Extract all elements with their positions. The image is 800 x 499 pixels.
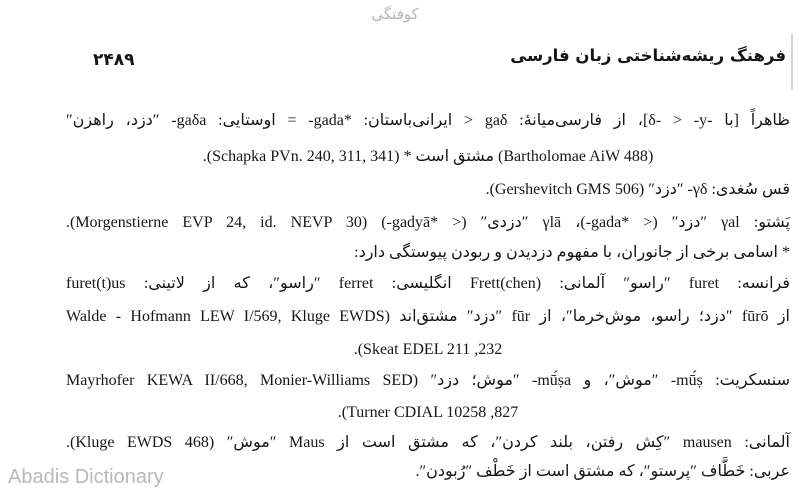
entry-line: پَشتو: γal ″دزد″ (< *gada-)، γlā ″دزدی″ (< *gadyā-) (Morgenstierne EVP 24, id. NEVP 30).	[66, 214, 791, 231]
entry-line: * اسامی برخی از جانوران، با مفهوم دزدیدن و ربودن پیوستگی دارد:	[354, 244, 790, 261]
entry-line: 232, Skeat EDEL 211).	[353, 341, 503, 358]
book-title: فرهنگ ریشه‌شناختی زبان فارسی	[510, 46, 786, 65]
entry-line: آلمانی: mausen ″کِش رفتن، بلند کردن″، که مشتق است از Maus ″موش″ (Kluge EWDS 468).	[66, 434, 791, 451]
page-number: ۲۴۸۹	[93, 50, 135, 70]
entry-line: فرانسه: furet ″راسو″ آلمانی: Frett(chen) انگلیسی: ferret ″راسو″، که از لاتینی: furet(t)us	[66, 275, 791, 292]
entry-line: ظاهراً [با -δ- > -y]، از فارسی‌میانهٔ: gaδ < ایرانی‌باستان: *gada- = اوستایی: gaδa- ″دزد، راهزن″	[66, 112, 791, 129]
entry-line: از fūrō ″دزد؛ راسو، موش‌خرما″، از fūr ″دزد″ مشتق‌اند (Walde - Hofmann LEW I/569, Kluge EWDS	[66, 308, 791, 325]
entry-line: 827, Turner CDIAL 10258).	[337, 404, 519, 421]
scan-edge-artifact	[791, 34, 793, 90]
entry-line: عربی: خَطَّاف ″پرستو″، که مشتق است از خَطْف ″رُبودن″.	[415, 463, 790, 480]
entry-line: (Bartholomae AiW 488) مشتق است * (Schapka PVn. 240, 311, 341).	[202, 148, 654, 165]
lookup-word: کوفتگی	[371, 5, 419, 23]
watermark: Abadis Dictionary	[8, 466, 164, 488]
entry-line: سنسکریت: mū́ṣ- ″موش″، و mū́ṣa- ″موش؛ دزد″ (Mayrhofer KEWA II/668, Monier-Williams SED	[66, 372, 791, 389]
entry-line: قس سُغدی: γδ- ″دزد″ (Gershevitch GMS 506).	[485, 181, 790, 198]
